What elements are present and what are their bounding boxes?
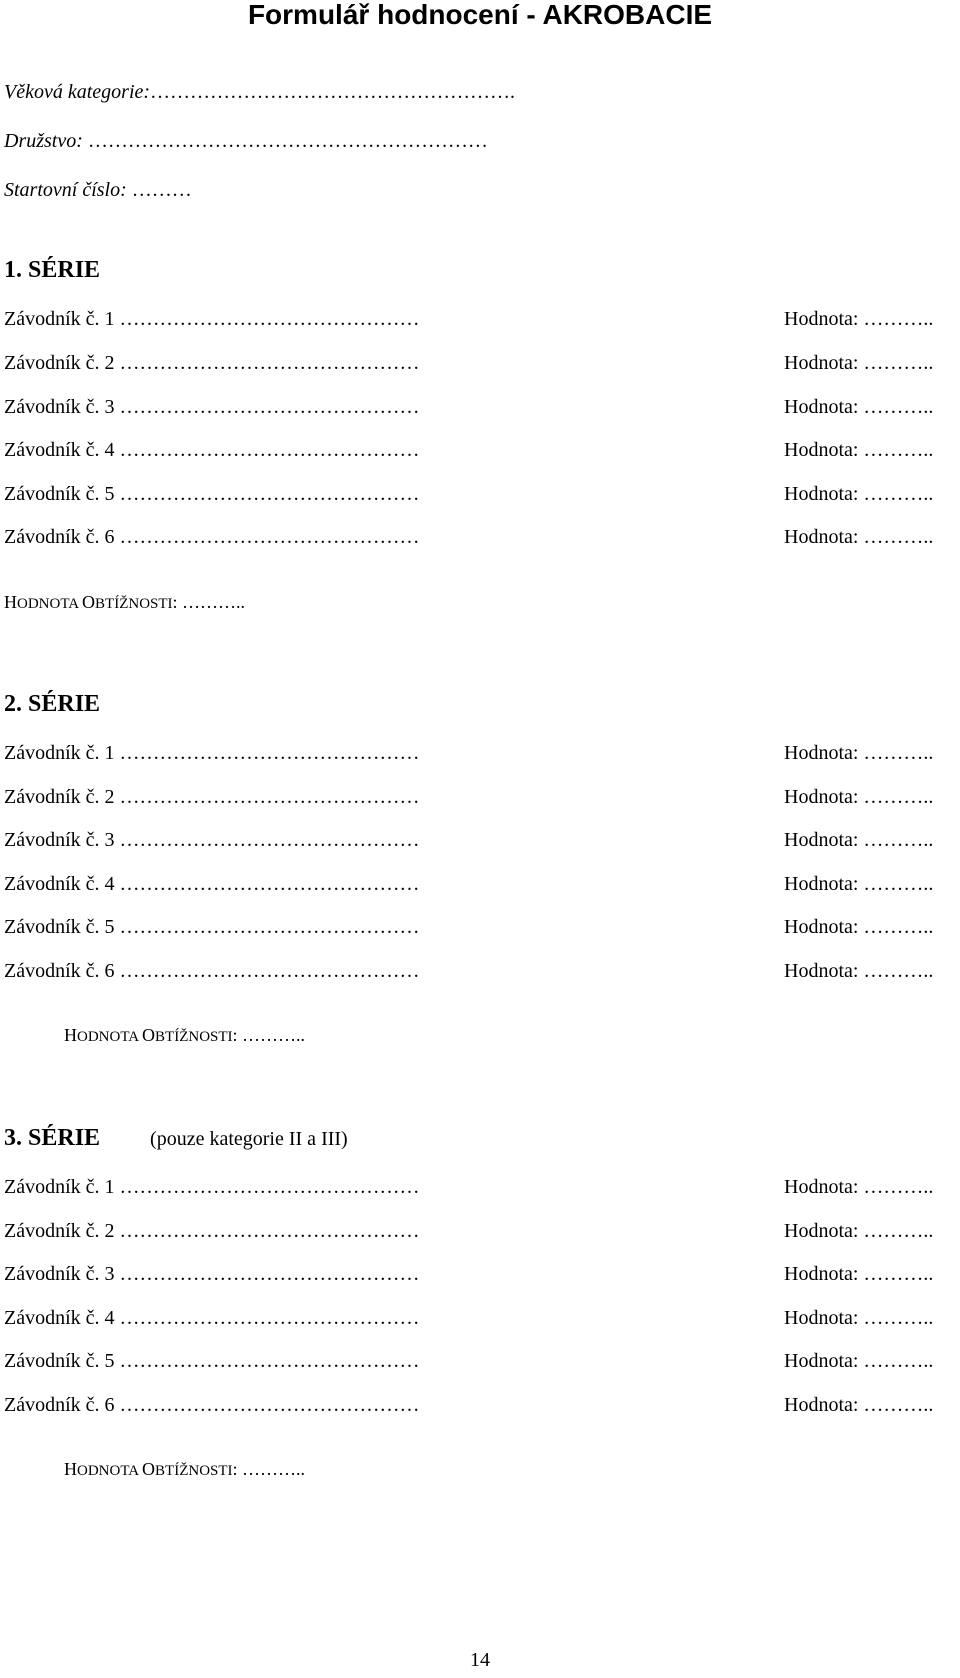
competitor-field[interactable]: Závodník č. 6 ……………………………………… <box>4 960 420 982</box>
value-field[interactable]: Hodnota: ……….. <box>784 1176 934 1198</box>
start-number-field[interactable]: ……… <box>131 179 192 201</box>
difficulty-label-btiznosti: BTÍŽNOSTI <box>95 596 173 612</box>
competitor-field[interactable]: Závodník č. 2 ……………………………………… <box>4 352 420 374</box>
age-category-label: Věková kategorie: <box>4 81 151 103</box>
competitor-row <box>4 871 956 897</box>
difficulty-label-o: O <box>142 1025 156 1045</box>
competitor-field[interactable]: Závodník č. 4 ……………………………………… <box>4 439 420 461</box>
team-field[interactable]: …………………………………………………… <box>87 130 488 152</box>
competitor-row <box>4 784 956 810</box>
difficulty-line <box>64 1023 305 1049</box>
form-title: Formulář hodnocení - AKROBACIE <box>247 0 713 30</box>
value-field[interactable]: Hodnota: ……….. <box>784 439 934 461</box>
competitor-row <box>4 1348 956 1374</box>
competitor-field[interactable]: Závodník č. 3 ……………………………………… <box>4 1263 420 1285</box>
difficulty-line <box>64 1457 305 1483</box>
section-3-heading <box>4 1124 348 1153</box>
competitor-field[interactable]: Závodník č. 6 ……………………………………… <box>4 526 420 548</box>
competitor-field[interactable]: Závodník č. 1 ……………………………………… <box>4 742 420 764</box>
section-note: (pouze kategorie II a III) <box>150 1128 348 1150</box>
section-1-heading <box>4 256 100 284</box>
value-field[interactable]: Hodnota: ……….. <box>784 916 934 938</box>
value-field[interactable]: Hodnota: ……….. <box>784 308 934 330</box>
difficulty-label-odnota: ODNOTA <box>17 596 83 612</box>
competitor-field[interactable]: Závodník č. 2 ……………………………………… <box>4 786 420 808</box>
competitor-row <box>4 524 956 550</box>
competitor-row <box>4 437 956 463</box>
age-category-line <box>4 80 515 104</box>
competitor-field[interactable]: Závodník č. 2 ……………………………………… <box>4 1220 420 1242</box>
value-field[interactable]: Hodnota: ……….. <box>784 829 934 851</box>
value-field[interactable]: Hodnota: ……….. <box>784 873 934 895</box>
value-field[interactable]: Hodnota: ……….. <box>784 526 934 548</box>
competitor-row <box>4 1305 956 1331</box>
difficulty-field[interactable]: : ……….. <box>232 1459 306 1479</box>
team-label: Družstvo: <box>4 130 83 152</box>
section-title: 1. SÉRIE <box>4 257 101 283</box>
section-title: 2. SÉRIE <box>4 691 101 717</box>
competitor-row <box>4 481 956 507</box>
page-number: 14 <box>470 1649 490 1671</box>
difficulty-field[interactable]: : ……….. <box>172 592 246 612</box>
competitor-row <box>4 1174 956 1200</box>
difficulty-label-btiznosti: BTÍŽNOSTI <box>155 1463 233 1479</box>
competitor-row <box>4 306 956 332</box>
competitor-row <box>4 914 956 940</box>
competitor-row <box>4 394 956 420</box>
competitor-field[interactable]: Závodník č. 4 ……………………………………… <box>4 1307 420 1329</box>
team-line <box>4 129 488 153</box>
value-field[interactable]: Hodnota: ……….. <box>784 1220 934 1242</box>
competitor-field[interactable]: Závodník č. 1 ……………………………………… <box>4 1176 420 1198</box>
competitor-row <box>4 350 956 376</box>
value-field[interactable]: Hodnota: ……….. <box>784 742 934 764</box>
difficulty-label-odnota: ODNOTA <box>77 1463 143 1479</box>
start-number-label: Startovní číslo: <box>4 179 127 201</box>
competitor-field[interactable]: Závodník č. 5 ……………………………………… <box>4 916 420 938</box>
difficulty-label-h: H <box>64 1025 77 1045</box>
section-2-heading <box>4 690 100 718</box>
value-field[interactable]: Hodnota: ……….. <box>784 1350 934 1372</box>
competitor-row <box>4 958 956 984</box>
difficulty-label-o: O <box>82 592 96 612</box>
start-number-line <box>4 178 192 202</box>
competitor-row <box>4 740 956 766</box>
section-title: 3. SÉRIE <box>4 1125 101 1151</box>
value-field[interactable]: Hodnota: ……….. <box>784 352 934 374</box>
value-field[interactable]: Hodnota: ……….. <box>784 1263 934 1285</box>
competitor-field[interactable]: Závodník č. 4 ……………………………………… <box>4 873 420 895</box>
competitor-field[interactable]: Závodník č. 5 ……………………………………… <box>4 1350 420 1372</box>
value-field[interactable]: Hodnota: ……….. <box>784 396 934 418</box>
value-field[interactable]: Hodnota: ……….. <box>784 483 934 505</box>
competitor-field[interactable]: Závodník č. 5 ……………………………………… <box>4 483 420 505</box>
competitor-row <box>4 1261 956 1287</box>
value-field[interactable]: Hodnota: ……….. <box>784 786 934 808</box>
difficulty-label-odnota: ODNOTA <box>77 1029 143 1045</box>
competitor-field[interactable]: Závodník č. 1 ……………………………………… <box>4 308 420 330</box>
difficulty-field[interactable]: : ……….. <box>232 1025 306 1045</box>
competitor-row <box>4 827 956 853</box>
difficulty-label-h: H <box>64 1459 77 1479</box>
difficulty-label-btiznosti: BTÍŽNOSTI <box>155 1029 233 1045</box>
competitor-field[interactable]: Závodník č. 6 ……………………………………… <box>4 1394 420 1416</box>
competitor-field[interactable]: Závodník č. 3 ……………………………………… <box>4 396 420 418</box>
difficulty-line <box>4 590 245 616</box>
age-category-field[interactable]: ………………………………………………. <box>150 81 516 103</box>
value-field[interactable]: Hodnota: ……….. <box>784 960 934 982</box>
competitor-field[interactable]: Závodník č. 3 ……………………………………… <box>4 829 420 851</box>
value-field[interactable]: Hodnota: ……….. <box>784 1307 934 1329</box>
difficulty-label-h: H <box>4 592 17 612</box>
value-field[interactable]: Hodnota: ……….. <box>784 1394 934 1416</box>
competitor-row <box>4 1218 956 1244</box>
difficulty-label-o: O <box>142 1459 156 1479</box>
competitor-row <box>4 1392 956 1418</box>
